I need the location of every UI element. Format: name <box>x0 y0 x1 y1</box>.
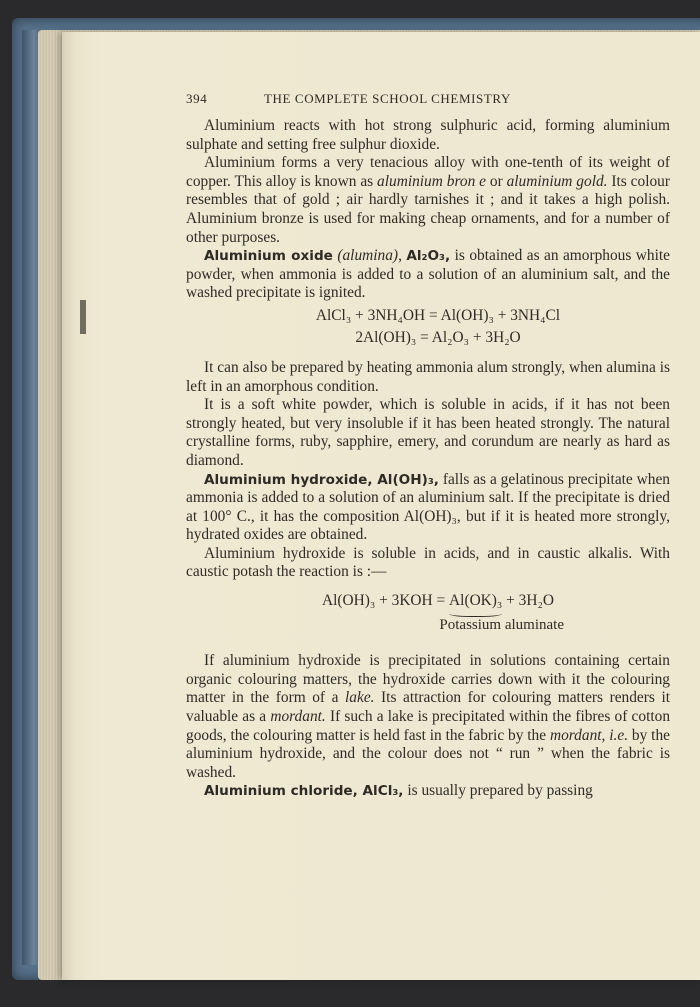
eq3-braced-term <box>449 592 502 611</box>
text-run: If aluminium hydroxide is precipitated in solutions containing certain organic colouring matters, the hydroxide carries down with it the colouring matter in the form of a <box>186 652 670 707</box>
equation-2: 2Al(OH)₃ = Al₂O₃ + 3H₂O <box>355 328 521 346</box>
term-alumina: (alumina) <box>337 247 399 265</box>
running-title: THE COMPLETE SCHOOL CHEMISTRY <box>264 91 511 106</box>
heading-aluminium-oxide: Aluminium oxide <box>204 248 333 265</box>
text-run: falls as a gelatinous precipitate when ammonia is added to a solution of an aluminium salt. If the precipitate is dried at 100° C., it has the composition Al(OH)₃, but if it is heated more strongly, hydrated oxides are obtained. <box>186 470 670 544</box>
page-text <box>186 90 670 801</box>
term-lake: lake. <box>345 689 375 707</box>
text-run: or <box>485 172 507 190</box>
equation-1: AlCl₃ + 3NH₄OH = Al(OH)₃ + 3NH₄Cl <box>315 306 561 324</box>
paragraph-alum: It can also be prepared by heating ammonia alum strongly, when alumina is left in an amorphous condition. <box>186 358 670 395</box>
term-mordant: mordant. <box>270 708 326 726</box>
underbrace <box>449 609 502 617</box>
paragraph-oxide: Aluminium oxide (alumina), Al₂O₃, is obtained as an amorphous white powder, when ammonia is added to a solution of an aluminium salt, and the washed precipitate is ignited. <box>186 247 671 302</box>
text-run: is usually prepared by passing <box>403 782 593 800</box>
formula-al2o3: Al₂O₃, <box>406 248 451 265</box>
paragraph-lake <box>186 652 670 782</box>
eq3-potassium-aluminate: Al(OK)₃ <box>449 592 503 610</box>
text-run: Its attraction for colouring matters renders it valuable as a <box>186 689 670 726</box>
paragraph-alloy <box>186 154 670 247</box>
paragraph-hydroxide <box>186 471 670 545</box>
margin-mark <box>80 300 86 334</box>
text-run: Aluminium forms a very tenacious alloy with one-tenth of its weight of copper. This alloy is known as <box>186 154 670 190</box>
paragraph-sulphuric: Aluminium reacts with hot strong sulphuric acid, forming aluminium sulphate and setting free sulphur dioxide. <box>186 117 670 153</box>
heading-aluminium-hydroxide: Aluminium hydroxide, Al(OH)₃, <box>204 471 439 488</box>
page-number: 394 <box>186 91 208 106</box>
term-aluminium-bronze: aluminium bron e <box>377 172 486 190</box>
paragraph-properties: It is a soft white powder, which is soluble in acids, if it has not been strongly heated, but very insoluble if it has been heated strongly. The natural crystalline forms, ruby, sapphire, emery, and corundum are nearly as hard as diamond. <box>186 396 670 469</box>
text-run: Its colour resembles that of gold ; air hardly tarnishes it ; and it takes a high polish. Aluminium bronze is used for making cheap ornaments, and for a number of other purposes. <box>186 172 670 246</box>
heading-aluminium-chloride: Aluminium chloride, AlCl₃, <box>204 783 404 800</box>
eq3-left: Al(OH)₃ + 3KOH = <box>322 592 450 610</box>
equation-3 <box>186 592 670 611</box>
paragraph-chloride <box>186 782 670 801</box>
text-run: is obtained as an amorphous white powder, when ammonia is added to a solution of an aluminium salt, and the washed precipitate is ignited. <box>186 247 671 302</box>
paragraph-caustic: Aluminium hydroxide is soluble in acids, and in caustic alkalis. With caustic potash the reaction is :— <box>186 544 670 581</box>
eq3-right: + 3H₂O <box>502 592 554 610</box>
text-run: by the aluminium hydroxide, and the colour does not “ run ” when the fabric is washed. <box>186 726 670 781</box>
text-run: If such a lake is precipitated within the fibres of cotton goods, the colouring matter is held fast in the fabric by the <box>186 708 671 744</box>
term-aluminium-gold: aluminium gold. <box>506 172 608 190</box>
equation-caption: Potassium aluminate <box>439 616 564 633</box>
term-mordant-ie: mordant, i.e. <box>549 726 629 744</box>
running-header <box>186 90 670 108</box>
